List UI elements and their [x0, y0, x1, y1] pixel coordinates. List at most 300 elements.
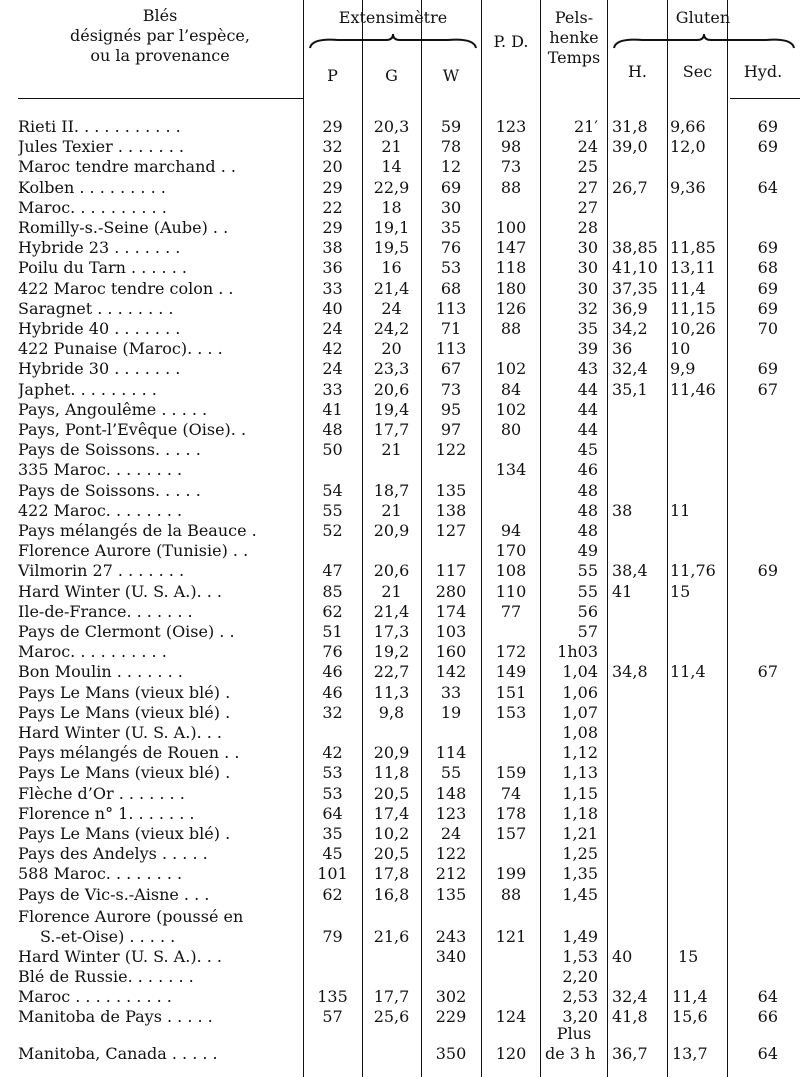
variety-name: Japhet. . . . . . . . .: [18, 380, 157, 399]
cell-g: 21: [381, 582, 402, 601]
cell-g: 24,2: [373, 319, 410, 338]
cell-time: 56: [577, 602, 598, 621]
cell-p: 53: [322, 763, 343, 782]
cell-p: 55: [322, 501, 343, 520]
cell-p: 33: [322, 380, 343, 399]
cell-gluten-hyd: 69: [757, 137, 778, 156]
cell-p: 29: [322, 218, 343, 237]
cell-gluten-hyd: 66: [757, 1007, 778, 1026]
cell-p: 24: [322, 359, 343, 378]
cell-time-plus: Plus: [556, 1024, 592, 1043]
cell-g: 18: [381, 198, 402, 217]
cell-p: 50: [322, 440, 343, 459]
cell-time: 1,13: [562, 763, 598, 782]
cell-gluten-hyd: 69: [757, 238, 778, 257]
column-divider: [727, 0, 728, 1077]
cell-w: 97: [440, 420, 462, 439]
variety-name: Hard Winter (U. S. A.). . .: [18, 723, 222, 742]
cell-p: 42: [322, 339, 343, 358]
cell-w: 78: [440, 137, 462, 156]
cell-pd: 172: [495, 642, 527, 661]
cell-g: 19,4: [373, 400, 410, 419]
cell-gluten-sec: 11,4: [670, 279, 706, 298]
cell-pd: 88: [500, 178, 522, 197]
cell-pd: 102: [495, 359, 527, 378]
cell-gluten-hyd: 69: [757, 279, 778, 298]
cell-time: 39: [577, 339, 598, 358]
variety-name: Manitoba, Canada . . . . .: [18, 1044, 218, 1063]
cell-gluten-hyd: 67: [757, 380, 778, 399]
cell-pd: 100: [495, 218, 527, 237]
cell-w: 12: [440, 157, 462, 176]
cell-w: 229: [435, 1007, 467, 1026]
cell-p: 54: [322, 481, 343, 500]
cell-gluten-sec: 15,6: [672, 1007, 708, 1026]
variety-name: Romilly-s.-Seine (Aube) . .: [18, 218, 229, 237]
cell-time: 1,53: [562, 947, 598, 966]
variety-name: Pays de Soissons. . . . .: [18, 440, 201, 459]
variety-name: Pays Le Mans (vieux blé) .: [18, 703, 231, 722]
variety-name: Pays de Clermont (Oise) . .: [18, 622, 235, 641]
cell-p: 79: [322, 927, 343, 946]
cell-gluten-sec: 10,26: [670, 319, 716, 338]
header-rule: [18, 98, 303, 99]
cell-w: 59: [440, 117, 462, 136]
cell-pd: 124: [495, 1007, 527, 1026]
cell-gluten-sec: 10: [670, 339, 691, 358]
cell-w: 302: [435, 987, 467, 1006]
cell-gluten-sec: 15: [678, 947, 699, 966]
cell-p: 22: [322, 198, 343, 217]
variety-name: 422 Maroc tendre colon . .: [18, 279, 234, 298]
cell-p: 41: [322, 400, 343, 419]
cell-gluten-h: 38: [612, 501, 633, 520]
variety-name: Pays des Andelys . . . . .: [18, 844, 208, 863]
variety-name: S.-et-Oise) . . . . .: [40, 927, 176, 946]
cell-p: 24: [322, 319, 343, 338]
cell-time: 2,53: [562, 987, 598, 1006]
variety-name: Ile-de-France. . . . . . .: [18, 602, 193, 621]
variety-name: Hybride 30 . . . . . . .: [18, 359, 181, 378]
cell-pd: 88: [500, 885, 522, 904]
cell-time: 44: [577, 400, 598, 419]
cell-time: 45: [577, 440, 598, 459]
variety-name: Saragnet . . . . . . . .: [18, 299, 174, 318]
cell-pd: 121: [495, 927, 527, 946]
cell-gluten-h: 36,9: [612, 299, 648, 318]
cell-p: 33: [322, 279, 343, 298]
cell-w: 114: [435, 743, 467, 762]
cell-w: 127: [435, 521, 467, 540]
cell-g: 20,9: [373, 521, 410, 540]
cell-p: 29: [322, 117, 343, 136]
cell-gluten-hyd: 69: [757, 299, 778, 318]
cell-time: 48: [577, 521, 598, 540]
cell-pd: 159: [495, 763, 527, 782]
cell-p: 35: [322, 824, 343, 843]
header-p: P: [327, 66, 338, 85]
cell-g: 19,5: [373, 238, 410, 257]
cell-gluten-sec: 11,4: [672, 987, 708, 1006]
cell-p: 46: [322, 683, 343, 702]
cell-gluten-h: 41,10: [612, 258, 658, 277]
cell-w: 122: [435, 440, 467, 459]
header-pelshenke: Pels- henke Temps: [547, 8, 601, 67]
variety-name: Kolben . . . . . . . . .: [18, 178, 166, 197]
cell-g: 11,8: [373, 763, 410, 782]
cell-time: 32: [577, 299, 598, 318]
cell-pd: 134: [495, 460, 527, 479]
cell-gluten-sec: 11,85: [670, 238, 716, 257]
cell-w: 243: [435, 927, 467, 946]
cell-w: 135: [435, 885, 467, 904]
cell-pd: 98: [500, 137, 522, 156]
cell-time: 27: [577, 178, 598, 197]
cell-p: 52: [322, 521, 343, 540]
cell-gluten-sec: 9,36: [670, 178, 706, 197]
cell-gluten-h: 38,4: [612, 561, 648, 580]
cell-time: 28: [577, 218, 598, 237]
header-gluten: Gluten: [675, 8, 731, 27]
variety-name: Hard Winter (U. S. A.). . .: [18, 582, 222, 601]
cell-pd: 151: [495, 683, 527, 702]
cell-pd: 80: [500, 420, 522, 439]
cell-gluten-sec: 9,9: [670, 359, 696, 378]
cell-time: 1,21: [562, 824, 598, 843]
variety-name: Maroc. . . . . . . . . .: [18, 642, 167, 661]
cell-pd: 73: [500, 157, 522, 176]
cell-time: 3,20: [562, 1007, 598, 1026]
cell-pd: 84: [500, 380, 522, 399]
cell-time: 1,15: [562, 784, 598, 803]
cell-p: 46: [322, 662, 343, 681]
cell-w: 113: [435, 299, 467, 318]
variety-name: Pays de Vic-s.-Aisne . . .: [18, 885, 210, 904]
cell-time: 1,18: [562, 804, 598, 823]
cell-w: 24: [440, 824, 462, 843]
cell-g: 21,6: [373, 927, 410, 946]
cell-gluten-h: 34,2: [612, 319, 648, 338]
cell-p: 64: [322, 804, 343, 823]
cell-w: 33: [440, 683, 462, 702]
cell-p: 53: [322, 784, 343, 803]
cell-g: 22,9: [373, 178, 410, 197]
cell-w: 69: [440, 178, 462, 197]
cell-pd: 102: [495, 400, 527, 419]
cell-time: 1,08: [562, 723, 598, 742]
cell-gluten-sec: 9,66: [670, 117, 706, 136]
cell-w: 174: [435, 602, 467, 621]
cell-gluten-h: 31,8: [612, 117, 648, 136]
cell-w: 142: [435, 662, 467, 681]
cell-gluten-h: 38,85: [612, 238, 658, 257]
cell-w: 148: [435, 784, 467, 803]
cell-g: 21: [381, 440, 402, 459]
cell-p: 20: [322, 157, 343, 176]
cell-w: 103: [435, 622, 467, 641]
header-extensimetre: Extensimètre: [338, 8, 448, 27]
variety-name: Pays mélangés de la Beauce .: [18, 521, 257, 540]
variety-name: Florence n° 1. . . . . . .: [18, 804, 195, 823]
cell-gluten-h: 41: [612, 582, 633, 601]
cell-pd: 199: [495, 864, 527, 883]
column-divider: [607, 0, 608, 1077]
cell-w: 123: [435, 804, 467, 823]
cell-time: 46: [577, 460, 598, 479]
cell-gluten-hyd: 68: [757, 258, 778, 277]
cell-w: 160: [435, 642, 467, 661]
variety-name: Vilmorin 27 . . . . . . .: [18, 561, 185, 580]
brace-gluten: [612, 32, 796, 50]
cell-gluten-sec: 11,4: [670, 662, 706, 681]
cell-pd: 178: [495, 804, 527, 823]
cell-g: 21: [381, 137, 402, 156]
cell-w: 76: [440, 238, 462, 257]
cell-p: 32: [322, 703, 343, 722]
cell-p: 62: [322, 602, 343, 621]
variety-name: Maroc. . . . . . . . . .: [18, 198, 167, 217]
cell-g: 21,4: [373, 279, 410, 298]
variety-name: Flèche d’Or . . . . . . .: [18, 784, 185, 803]
cell-pd: 157: [495, 824, 527, 843]
cell-w: 138: [435, 501, 467, 520]
cell-gluten-sec: 15: [670, 582, 691, 601]
cell-gluten-sec: 12,0: [670, 137, 706, 156]
cell-w: 35: [440, 218, 462, 237]
header-sec: Sec: [682, 62, 713, 81]
cell-g: 14: [381, 157, 402, 176]
cell-pd: 147: [495, 238, 527, 257]
variety-name: Pays mélangés de Rouen . .: [18, 743, 240, 762]
cell-p: 62: [322, 885, 343, 904]
cell-pd: 108: [495, 561, 527, 580]
cell-pd: 94: [500, 521, 522, 540]
cell-g: 20,5: [373, 844, 410, 863]
cell-p: 32: [322, 137, 343, 156]
cell-p: 51: [322, 622, 343, 641]
cell-w: 280: [435, 582, 467, 601]
variety-name: Hybride 40 . . . . . . .: [18, 319, 181, 338]
cell-w: 95: [440, 400, 462, 419]
cell-pd: 153: [495, 703, 527, 722]
cell-p: 38: [322, 238, 343, 257]
cell-time: 55: [577, 582, 598, 601]
cell-time: 48: [577, 481, 598, 500]
cell-p: 36: [322, 258, 343, 277]
cell-time: 1,35: [562, 864, 598, 883]
cell-gluten-hyd: 69: [757, 561, 778, 580]
cell-gluten-h: 34,8: [612, 662, 648, 681]
cell-g: 21: [381, 501, 402, 520]
cell-g: 20,6: [373, 380, 410, 399]
cell-g: 19,2: [373, 642, 410, 661]
variety-name: Poilu du Tarn . . . . . .: [18, 258, 187, 277]
cell-time: 44: [577, 380, 598, 399]
variety-name: Maroc . . . . . . . . . .: [18, 987, 172, 1006]
variety-name: Maroc tendre marchand . .: [18, 157, 236, 176]
cell-g: 11,3: [373, 683, 410, 702]
cell-w: 55: [440, 763, 462, 782]
cell-g: 16: [381, 258, 402, 277]
cell-gluten-hyd: 69: [757, 359, 778, 378]
cell-p: 48: [322, 420, 343, 439]
cell-pd: 118: [495, 258, 527, 277]
cell-time: 43: [577, 359, 598, 378]
cell-g: 25,6: [373, 1007, 410, 1026]
cell-g: 17,8: [373, 864, 410, 883]
cell-g: 18,7: [373, 481, 410, 500]
cell-time: 30: [577, 258, 598, 277]
cell-g: 23,3: [373, 359, 410, 378]
cell-time: 44: [577, 420, 598, 439]
variety-name: 422 Maroc. . . . . . . .: [18, 501, 183, 520]
cell-w: 212: [435, 864, 467, 883]
variety-name: 588 Maroc. . . . . . . .: [18, 864, 183, 883]
variety-name: Blé de Russie. . . . . . .: [18, 967, 194, 986]
cell-pd: 74: [500, 784, 522, 803]
cell-gluten-hyd: 64: [757, 1044, 778, 1063]
cell-g: 19,1: [373, 218, 410, 237]
cell-p: 76: [322, 642, 343, 661]
cell-gluten-h: 40: [612, 947, 633, 966]
header-pd: P. D.: [493, 32, 529, 51]
cell-time: 1,12: [562, 743, 598, 762]
cell-gluten-h: 32,4: [612, 987, 648, 1006]
variety-name: Hybride 23 . . . . . . .: [18, 238, 181, 257]
cell-pd: 120: [495, 1044, 527, 1063]
cell-pd: 170: [495, 541, 527, 560]
cell-gluten-h: 39,0: [612, 137, 648, 156]
variety-name: Jules Texier . . . . . . .: [18, 137, 184, 156]
header-hyd: Hyd.: [743, 62, 783, 81]
cell-gluten-h: 37,35: [612, 279, 658, 298]
cell-pd: 126: [495, 299, 527, 318]
variety-name: Pays Le Mans (vieux blé) .: [18, 763, 231, 782]
cell-pd: 123: [495, 117, 527, 136]
cell-gluten-hyd: 69: [757, 117, 778, 136]
cell-gluten-hyd: 64: [757, 987, 778, 1006]
cell-g: 17,4: [373, 804, 410, 823]
cell-time: 1,49: [562, 927, 598, 946]
cell-w: 113: [435, 339, 467, 358]
cell-w: 30: [440, 198, 462, 217]
header-rule: [730, 98, 800, 99]
cell-w: 19: [440, 703, 462, 722]
variety-name: Pays de Soissons. . . . .: [18, 481, 201, 500]
variety-name: 335 Maroc. . . . . . . .: [18, 460, 183, 479]
cell-w: 71: [440, 319, 462, 338]
cell-time: 49: [577, 541, 598, 560]
cell-time: 1,25: [562, 844, 598, 863]
cell-p: 40: [322, 299, 343, 318]
cell-g: 17,7: [373, 987, 410, 1006]
cell-time: 24: [577, 137, 598, 156]
cell-g: 20,5: [373, 784, 410, 803]
cell-g: 20,6: [373, 561, 410, 580]
cell-time: 1,07: [562, 703, 598, 722]
cell-gluten-h: 36,7: [612, 1044, 648, 1063]
header-variety: Blés désignés par l’espèce, ou la provenance: [70, 6, 250, 65]
cell-gluten-sec: 11,46: [670, 380, 716, 399]
cell-p: 135: [317, 987, 348, 1006]
cell-g: 21,4: [373, 602, 410, 621]
cell-pd: 149: [495, 662, 527, 681]
cell-time: 1h03: [557, 642, 598, 661]
cell-gluten-sec: 11,15: [670, 299, 716, 318]
cell-gluten-sec: 13,11: [670, 258, 716, 277]
cell-time: de 3 h: [545, 1044, 596, 1063]
cell-time: 27: [577, 198, 598, 217]
variety-name: Pays Le Mans (vieux blé) .: [18, 824, 231, 843]
column-divider: [667, 0, 668, 1077]
cell-time: 30: [577, 279, 598, 298]
header-w: W: [442, 66, 460, 85]
cell-g: 20,9: [373, 743, 410, 762]
cell-time: 1,45: [562, 885, 598, 904]
cell-pd: 77: [500, 602, 522, 621]
cell-p: 42: [322, 743, 343, 762]
cell-g: 24: [381, 299, 402, 318]
variety-name: Pays Le Mans (vieux blé) .: [18, 683, 231, 702]
cell-p: 57: [322, 1007, 343, 1026]
cell-gluten-hyd: 64: [757, 178, 778, 197]
cell-p: 85: [322, 582, 343, 601]
variety-name: 422 Punaise (Maroc). . . .: [18, 339, 223, 358]
cell-g: 20,3: [373, 117, 410, 136]
cell-time: 30: [577, 238, 598, 257]
cell-pd: 180: [495, 279, 527, 298]
cell-p: 47: [322, 561, 343, 580]
cell-p: 45: [322, 844, 343, 863]
cell-pd: 110: [495, 582, 527, 601]
cell-w: 117: [435, 561, 467, 580]
cell-gluten-h: 26,7: [612, 178, 648, 197]
cell-w: 340: [435, 947, 467, 966]
cell-time: 1,04: [562, 662, 598, 681]
cell-g: 9,8: [378, 703, 405, 722]
cell-time: 55: [577, 561, 598, 580]
cell-g: 17,3: [373, 622, 410, 641]
cell-g: 20: [381, 339, 402, 358]
variety-name: Pays, Pont-l’Evêque (Oise). .: [18, 420, 247, 439]
cell-gluten-sec: 11: [670, 501, 691, 520]
variety-name: Florence Aurore (poussé en: [18, 907, 244, 926]
cell-p: 101: [317, 864, 348, 883]
variety-name: Pays, Angoulême . . . . .: [18, 400, 208, 419]
cell-time: 25: [577, 157, 598, 176]
cell-time: 35: [577, 319, 598, 338]
brace-extensimetre: [308, 32, 478, 50]
cell-w: 135: [435, 481, 467, 500]
cell-g: 22,7: [373, 662, 410, 681]
cell-w: 67: [440, 359, 462, 378]
cell-w: 53: [440, 258, 462, 277]
header-h: H.: [627, 62, 648, 81]
variety-name: Bon Moulin . . . . . . .: [18, 662, 183, 681]
cell-gluten-hyd: 67: [757, 662, 778, 681]
variety-name: Florence Aurore (Tunisie) . .: [18, 541, 249, 560]
cell-w: 73: [440, 380, 462, 399]
cell-w: 350: [435, 1044, 467, 1063]
cell-gluten-h: 35,1: [612, 380, 648, 399]
cell-time: 21′: [574, 117, 598, 136]
header-g: G: [385, 66, 398, 85]
cell-gluten-h: 32,4: [612, 359, 648, 378]
cell-gluten-h: 41,8: [612, 1007, 648, 1026]
cell-g: 10,2: [373, 824, 410, 843]
cell-time: 2,20: [562, 967, 598, 986]
cell-g: 16,8: [373, 885, 410, 904]
